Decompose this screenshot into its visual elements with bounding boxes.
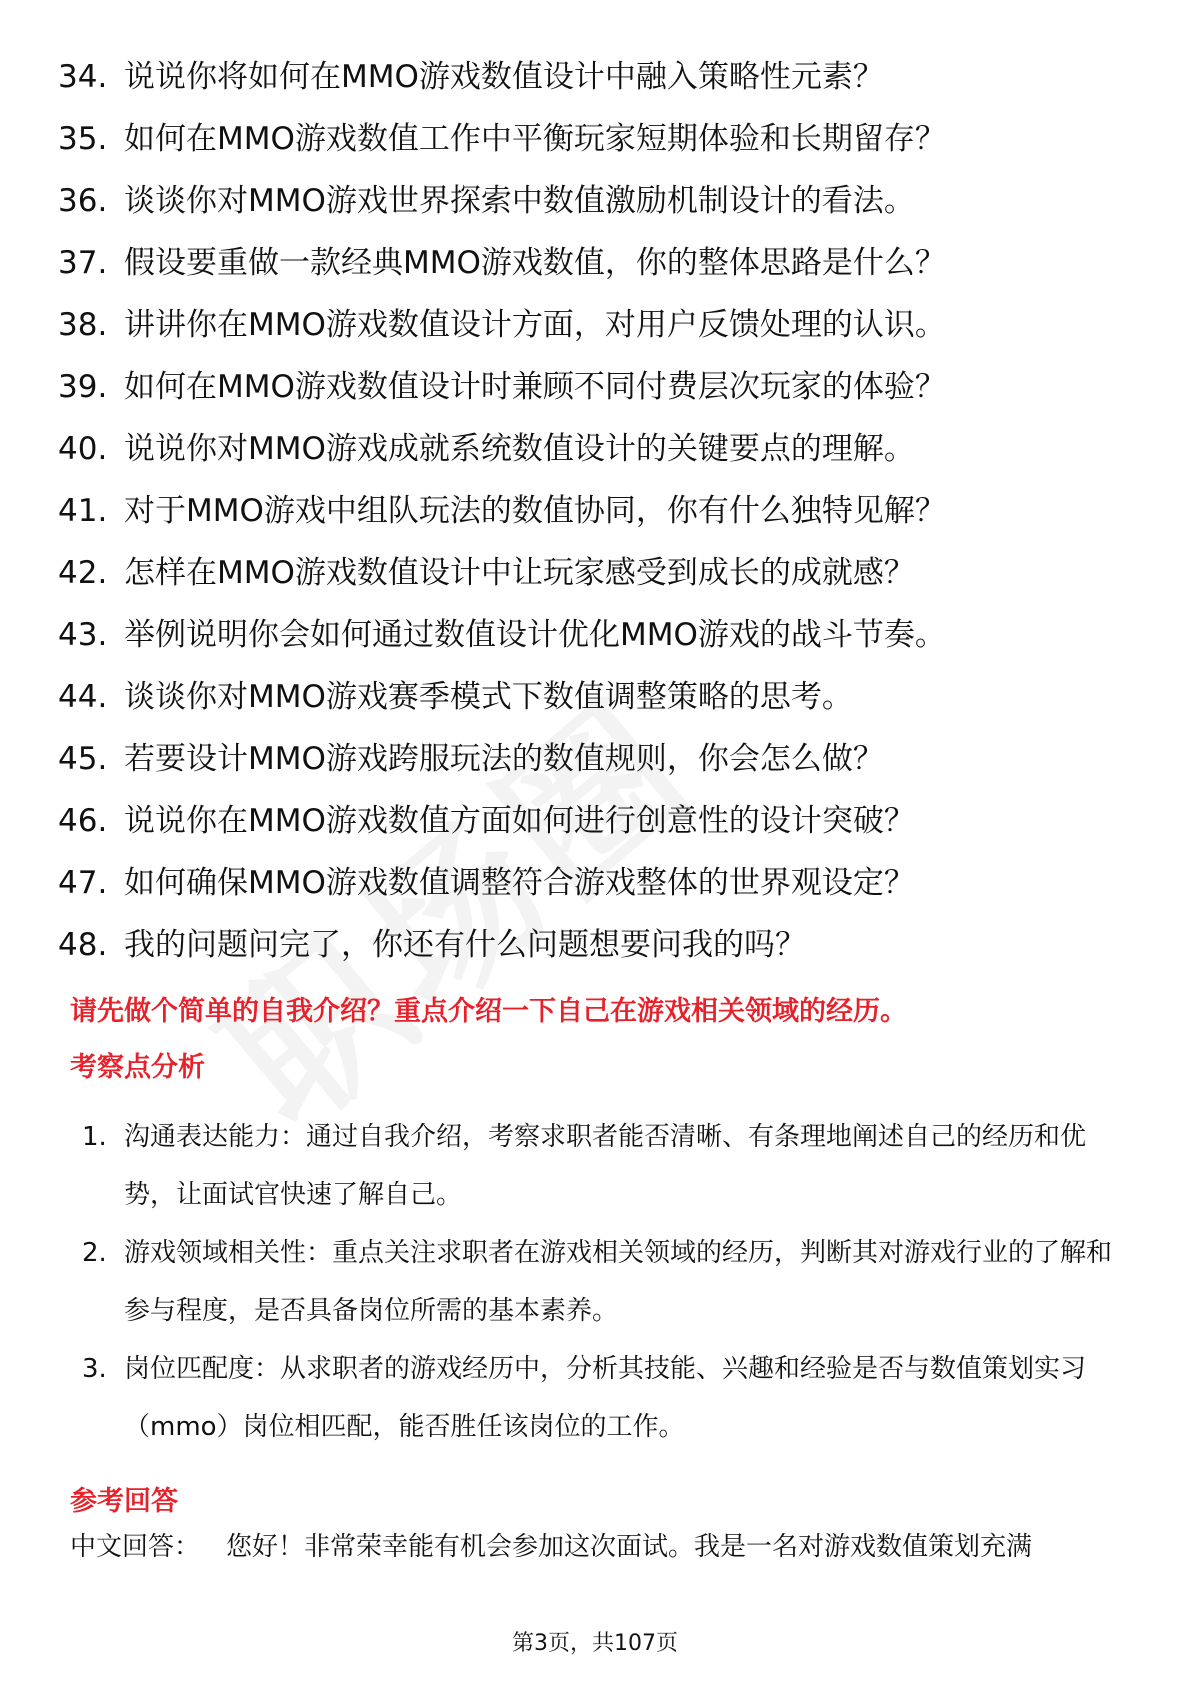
question-number: 40. — [58, 430, 108, 467]
question-item — [58, 728, 1138, 790]
analysis-heading: 考察点分析 — [70, 1052, 205, 1083]
answer-paragraph — [70, 1534, 1130, 1560]
analysis-item — [82, 1340, 1122, 1456]
question-number: 35. — [58, 120, 108, 157]
analysis-number: 3. — [82, 1354, 107, 1384]
question-text: 我的问题问完了，你还有什么问题想要问我的吗？ — [124, 926, 806, 963]
question-item — [58, 356, 1138, 418]
question-item — [58, 170, 1138, 232]
question-number: 42. — [58, 554, 108, 591]
analysis-list — [82, 1108, 1122, 1456]
question-number: 38. — [58, 306, 108, 343]
question-text: 讲讲你在MMO游戏数值设计方面，对用户反馈处理的认识。 — [124, 306, 946, 343]
question-number: 45. — [58, 740, 108, 777]
answer-text: 您好！非常荣幸能有机会参加这次面试。我是一名对游戏数值策划充满 — [226, 1532, 1033, 1562]
question-item — [58, 294, 1138, 356]
question-text: 说说你对MMO游戏成就系统数值设计的关键要点的理解。 — [124, 430, 915, 467]
question-item — [58, 418, 1138, 480]
question-number: 34. — [58, 58, 108, 95]
question-text: 对于MMO游戏中组队玩法的数值协同，你有什么独特见解？ — [124, 492, 946, 529]
question-text: 假设要重做一款经典MMO游戏数值，你的整体思路是什么？ — [124, 244, 946, 281]
answer-label: 中文回答： — [70, 1532, 201, 1562]
question-item — [58, 604, 1138, 666]
analysis-number: 2. — [82, 1238, 107, 1268]
question-number: 37. — [58, 244, 108, 281]
question-list — [58, 46, 1138, 976]
question-heading: 请先做个简单的自我介绍？重点介绍一下自己在游戏相关领域的经历。 — [70, 996, 907, 1027]
question-item — [58, 790, 1138, 852]
question-item — [58, 480, 1138, 542]
question-item — [58, 852, 1138, 914]
page-footer: 第3页，共107页 — [512, 1631, 678, 1656]
question-number: 47. — [58, 864, 108, 901]
question-text: 说说你将如何在MMO游戏数值设计中融入策略性元素？ — [124, 58, 884, 95]
question-number: 44. — [58, 678, 108, 715]
question-text: 若要设计MMO游戏跨服玩法的数值规则，你会怎么做？ — [124, 740, 884, 777]
question-item — [58, 542, 1138, 604]
question-item — [58, 666, 1138, 728]
question-item — [58, 46, 1138, 108]
question-number: 43. — [58, 616, 108, 653]
question-text: 谈谈你对MMO游戏世界探索中数值激励机制设计的看法。 — [124, 182, 915, 219]
analysis-item — [82, 1108, 1122, 1224]
analysis-text: 岗位匹配度：从求职者的游戏经历中，分析其技能、兴趣和经验是否与数值策划实习（mmo）岗位相匹配，能否胜任该岗位的工作。 — [124, 1354, 1087, 1442]
question-text: 如何在MMO游戏数值工作中平衡玩家短期体验和长期留存？ — [124, 120, 946, 157]
question-number: 41. — [58, 492, 108, 529]
question-number: 46. — [58, 802, 108, 839]
analysis-text: 游戏领域相关性：重点关注求职者在游戏相关领域的经历，判断其对游戏行业的了解和参与程度，是否具备岗位所需的基本素养。 — [124, 1238, 1113, 1326]
analysis-text: 沟通表达能力：通过自我介绍，考察求职者能否清晰、有条理地阐述自己的经历和优势，让面试官快速了解自己。 — [124, 1122, 1087, 1210]
question-text: 举例说明你会如何通过数值设计优化MMO游戏的战斗节奏。 — [124, 616, 946, 653]
question-number: 39. — [58, 368, 108, 405]
question-item — [58, 232, 1138, 294]
analysis-number: 1. — [82, 1122, 107, 1152]
question-number: 36. — [58, 182, 108, 219]
question-text: 谈谈你对MMO游戏赛季模式下数值调整策略的思考。 — [124, 678, 853, 715]
question-item — [58, 914, 1138, 976]
question-text: 说说你在MMO游戏数值方面如何进行创意性的设计突破？ — [124, 802, 915, 839]
question-item — [58, 108, 1138, 170]
question-number: 48. — [58, 926, 108, 963]
analysis-item — [82, 1224, 1122, 1340]
question-text: 怎样在MMO游戏数值设计中让玩家感受到成长的成就感？ — [124, 554, 915, 591]
question-text: 如何在MMO游戏数值设计时兼顾不同付费层次玩家的体验？ — [124, 368, 946, 405]
question-text: 如何确保MMO游戏数值调整符合游戏整体的世界观设定？ — [124, 864, 915, 901]
reference-heading: 参考回答 — [70, 1486, 178, 1517]
